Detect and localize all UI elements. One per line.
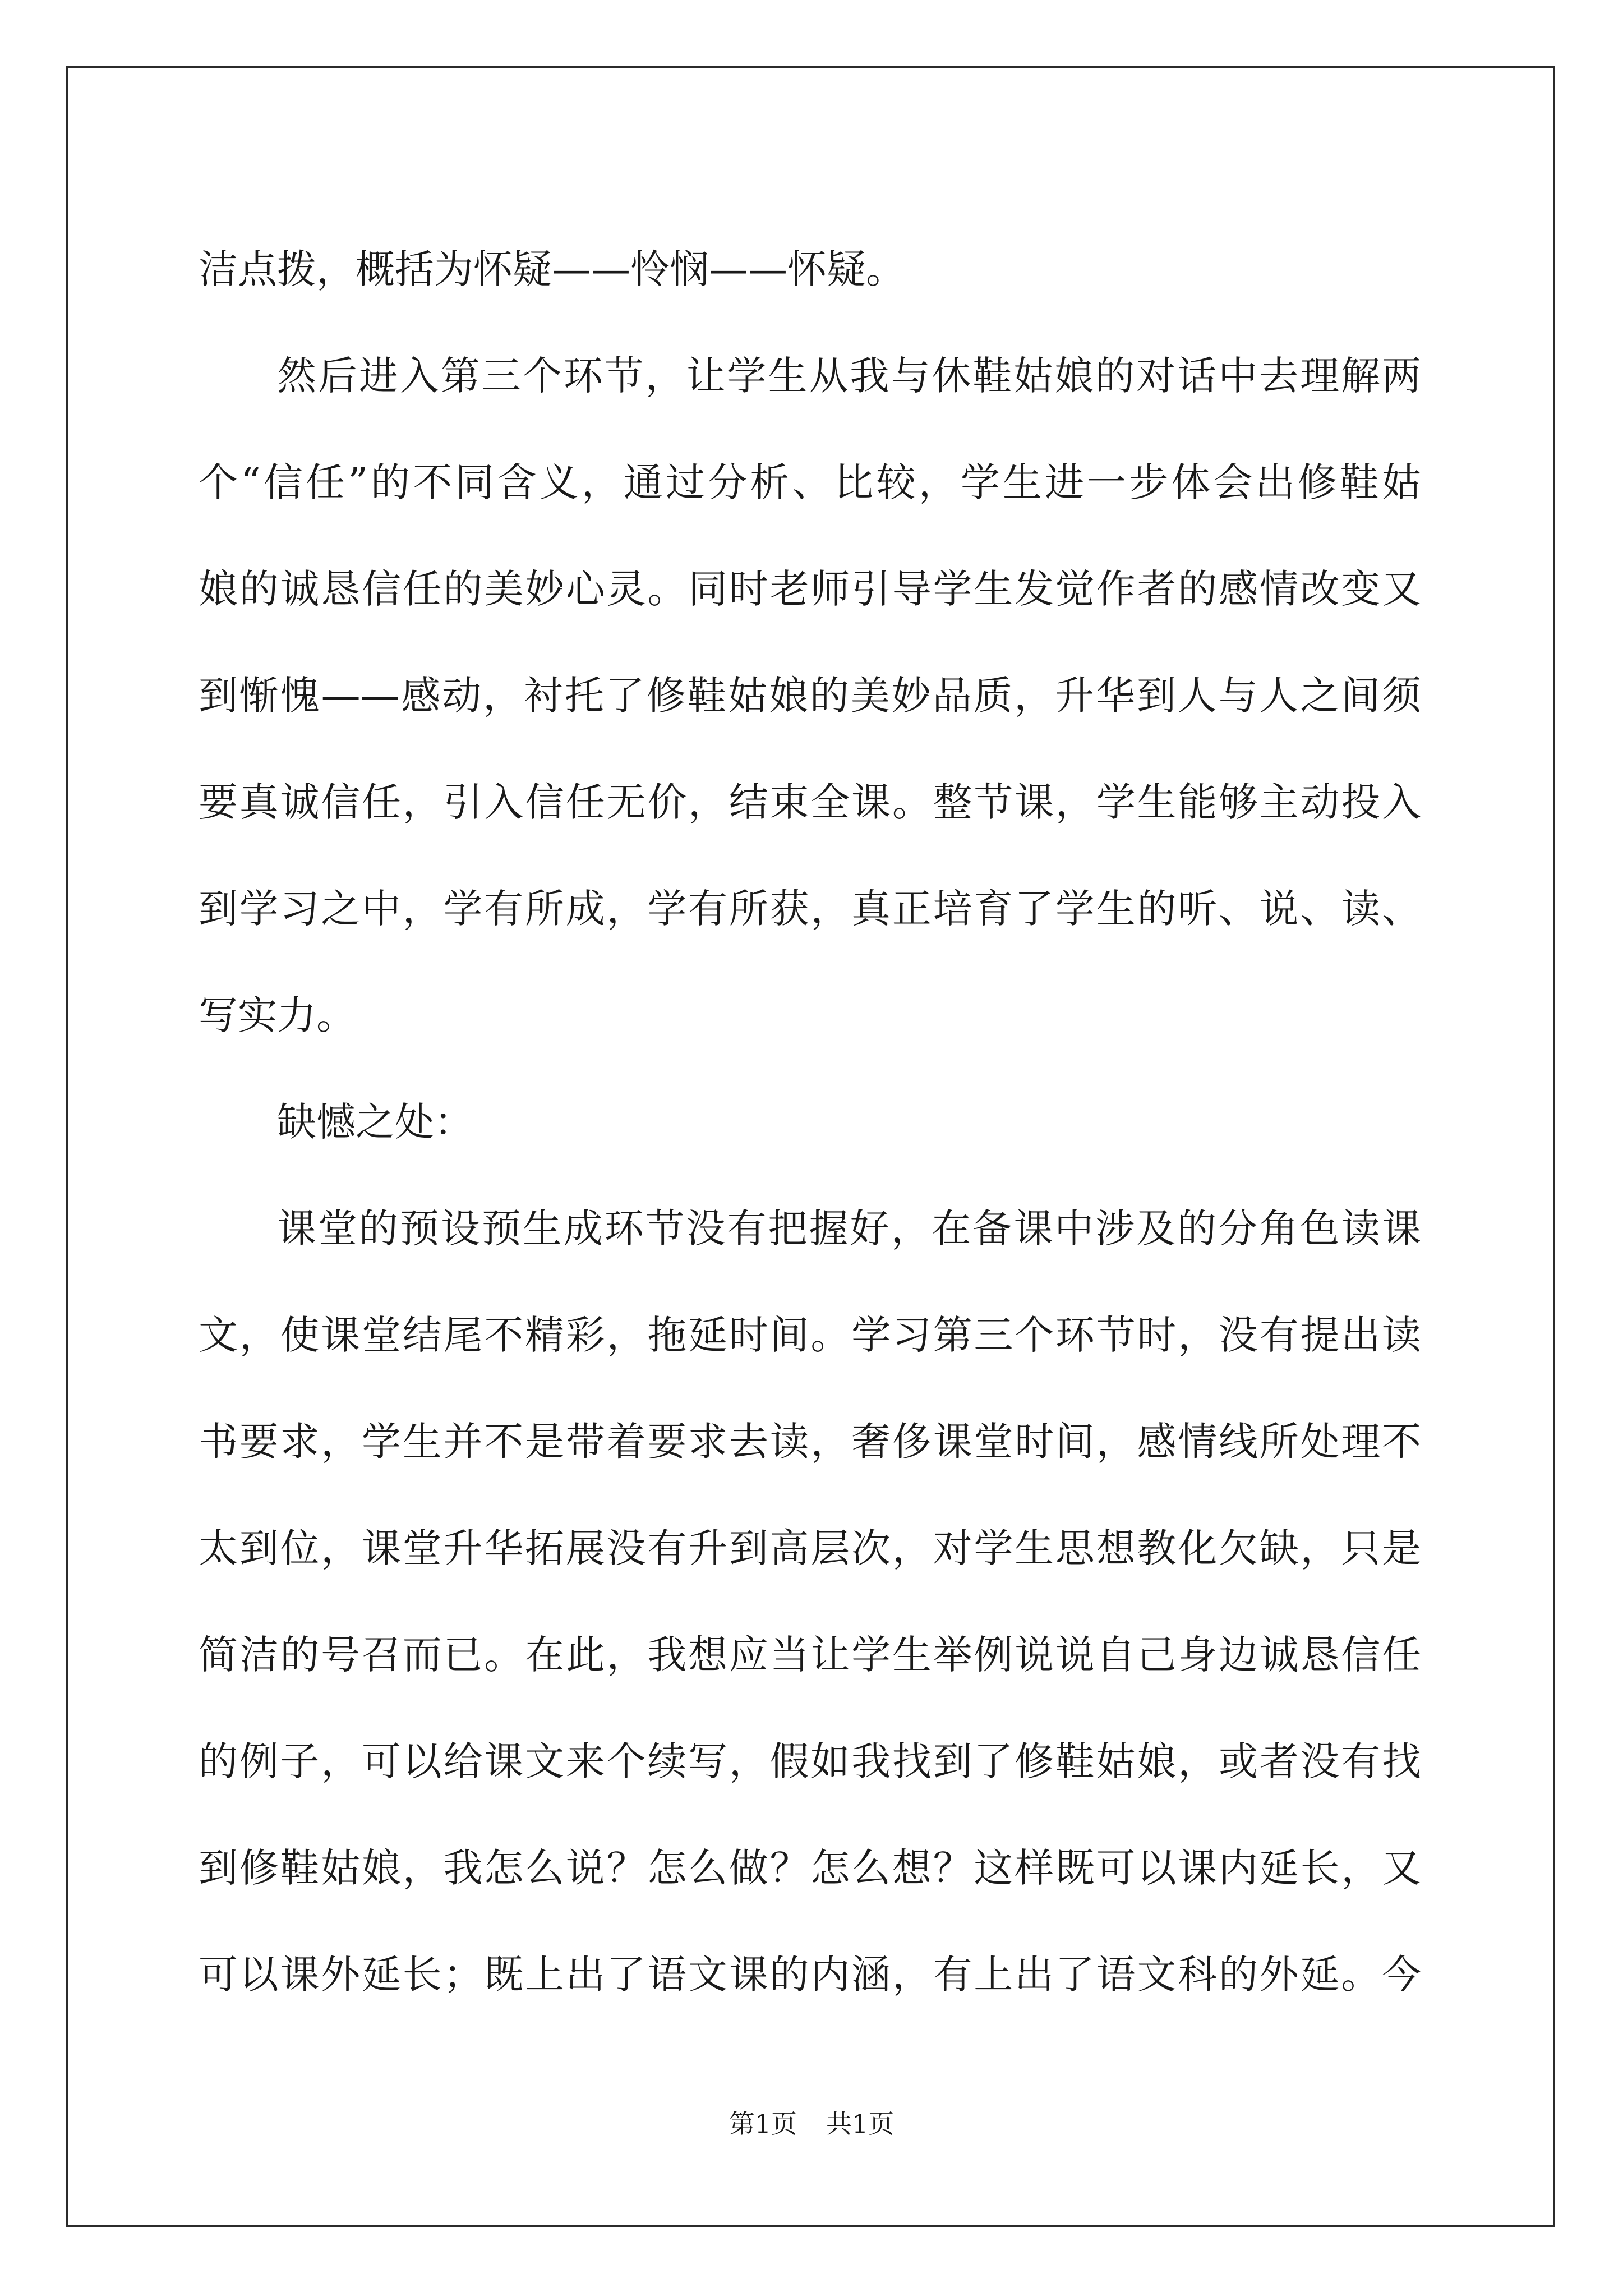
document-body — [199, 216, 1421, 2028]
paragraph-line: 可以课外延长；既上出了语文课的内涵，有上出了语文科的外延。今 — [199, 1952, 1421, 1998]
page-footer — [0, 2104, 1623, 2141]
paragraph-line: 简洁的号召而已。在此，我想应当让学生举例说说自己身边诚恳信任 — [199, 1632, 1421, 1678]
paragraph-line: 然后进入第三个环节，让学生从我与休鞋姑娘的对话中去理解两 — [277, 353, 1421, 399]
page-number-total: 共1页 — [826, 2109, 895, 2139]
section-heading: 缺憾之处： — [277, 1099, 473, 1145]
paragraph-line: 写实力。 — [199, 992, 356, 1038]
paragraph-line: 到学习之中，学有所成，学有所获，真正培育了学生的听、说、读、 — [199, 886, 1421, 932]
paragraph-line: 洁点拨，概括为怀疑——怜悯——怀疑。 — [199, 246, 905, 292]
page-number-current: 第1页 — [728, 2109, 797, 2139]
paragraph-line: 娘的诚恳信任的美妙心灵。同时老师引导学生发觉作者的感情改变又 — [199, 566, 1421, 612]
paragraph-line: 个“信任”的不同含义，通过分析、比较，学生进一步体会出修鞋姑 — [199, 459, 1421, 505]
paragraph-line: 到惭愧——感动，衬托了修鞋姑娘的美妙品质，升华到人与人之间须 — [199, 673, 1421, 719]
paragraph-line: 文，使课堂结尾不精彩，拖延时间。学习第三个环节时，没有提出读 — [199, 1312, 1421, 1358]
paragraph-line: 要真诚信任，引入信任无价，结束全课。整节课，学生能够主动投入 — [199, 779, 1421, 825]
paragraph-line: 课堂的预设预生成环节没有把握好，在备课中涉及的分角色读课 — [277, 1205, 1421, 1251]
paragraph-line: 到修鞋姑娘，我怎么说？怎么做？怎么想？这样既可以课内延长，又 — [199, 1845, 1421, 1891]
paragraph-line: 的例子，可以给课文来个续写，假如我找到了修鞋姑娘，或者没有找 — [199, 1738, 1421, 1784]
paragraph-line: 书要求，学生并不是带着要求去读，奢侈课堂时间，感情线所处理不 — [199, 1419, 1421, 1465]
paragraph-line: 太到位，课堂升华拓展没有升到高层次，对学生思想教化欠缺，只是 — [199, 1525, 1421, 1571]
